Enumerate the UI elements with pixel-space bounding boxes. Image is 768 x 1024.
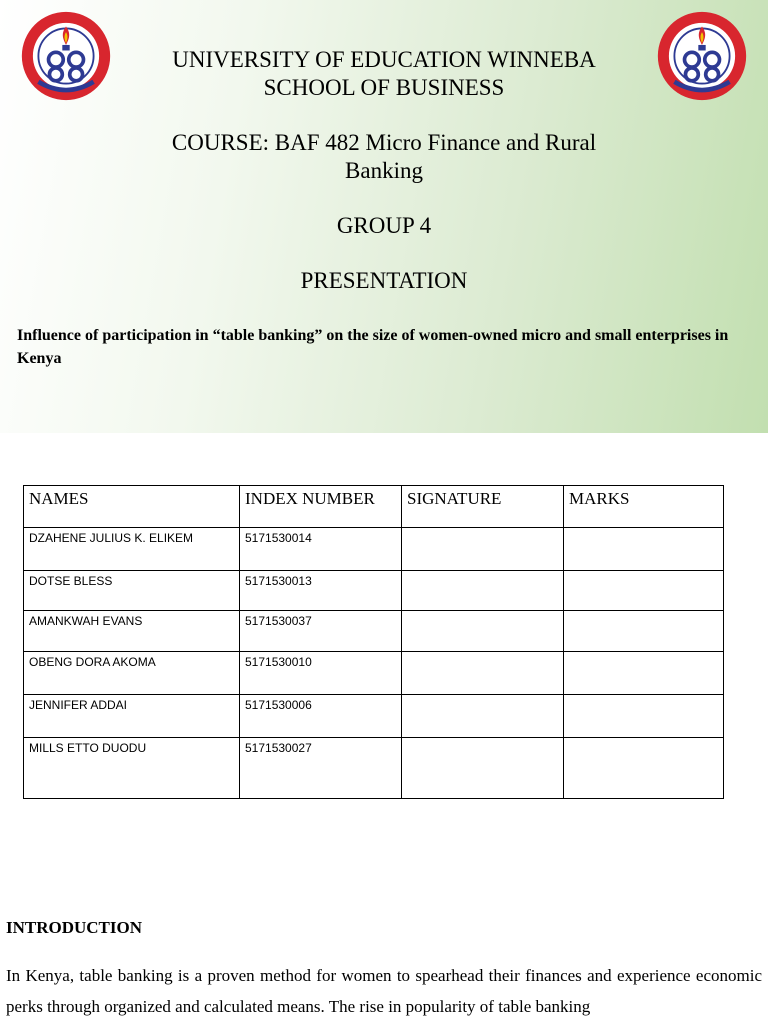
- member-name: MILLS ETTO DUODU: [24, 738, 240, 799]
- member-name: DZAHENE JULIUS K. ELIKEM: [24, 528, 240, 571]
- table-row: [24, 571, 724, 611]
- member-signature-cell: [402, 738, 564, 799]
- member-signature-cell: [402, 571, 564, 611]
- member-marks-cell: [564, 611, 724, 652]
- table-header-row: [24, 486, 724, 528]
- table-row: [24, 738, 724, 799]
- course-title-line-1: COURSE: BAF 482 Micro Finance and Rural: [171, 130, 597, 155]
- member-name: AMANKWAH EVANS: [24, 611, 240, 652]
- group-members-table: [23, 485, 724, 799]
- table-row: [24, 611, 724, 652]
- member-marks-cell: [564, 695, 724, 738]
- column-header-signature: SIGNATURE: [402, 486, 564, 528]
- member-marks-cell: [564, 571, 724, 611]
- member-index-number: 5171530027: [240, 738, 402, 799]
- member-marks-cell: [564, 528, 724, 571]
- introduction-heading: INTRODUCTION: [6, 918, 143, 937]
- table-row: [24, 652, 724, 695]
- group-label: GROUP 4: [336, 213, 432, 238]
- course-title-line-2: Banking: [345, 158, 423, 183]
- university-seal-icon: [20, 10, 112, 102]
- member-signature-cell: [402, 528, 564, 571]
- column-header-marks: MARKS: [564, 486, 724, 528]
- presentation-topic: Influence of participation in “table banking” on the size of women-owned micro and small enterprises in Kenya: [17, 327, 729, 367]
- presentation-label: PRESENTATION: [300, 268, 468, 293]
- member-signature-cell: [402, 611, 564, 652]
- member-index-number: 5171530010: [240, 652, 402, 695]
- school-name: SCHOOL OF BUSINESS: [263, 75, 505, 100]
- member-signature-cell: [402, 695, 564, 738]
- table-row: [24, 695, 724, 738]
- table-row: [24, 528, 724, 571]
- member-marks-cell: [564, 738, 724, 799]
- introduction-paragraph: In Kenya, table banking is a proven method for women to spearhead their finances and experience economic perks through organized and calculated means. The rise in popularity of table banking: [6, 966, 762, 1016]
- university-name: UNIVERSITY OF EDUCATION WINNEBA: [172, 47, 596, 72]
- member-name: DOTSE BLESS: [24, 571, 240, 611]
- cover-section: [0, 0, 768, 433]
- member-marks-cell: [564, 652, 724, 695]
- member-signature-cell: [402, 652, 564, 695]
- university-seal-icon: [656, 10, 748, 102]
- member-name: JENNIFER ADDAI: [24, 695, 240, 738]
- member-index-number: 5171530006: [240, 695, 402, 738]
- member-index-number: 5171530037: [240, 611, 402, 652]
- member-name: OBENG DORA AKOMA: [24, 652, 240, 695]
- member-index-number: 5171530014: [240, 528, 402, 571]
- column-header-names: NAMES: [24, 486, 240, 528]
- member-index-number: 5171530013: [240, 571, 402, 611]
- column-header-index-number: INDEX NUMBER: [240, 486, 402, 528]
